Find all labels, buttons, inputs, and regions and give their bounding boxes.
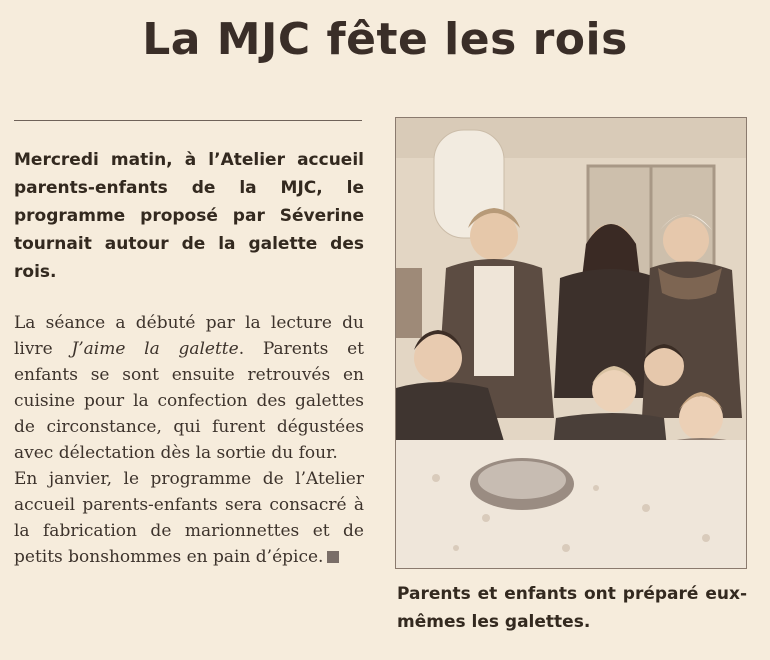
- body-paragraph-1: [14, 310, 364, 466]
- body-paragraph-2: [14, 466, 364, 570]
- body-text-segment: La séance a débuté par la lecture du livre: [14, 313, 364, 359]
- book-title: J’aime la galette: [71, 339, 239, 359]
- lead-paragraph: Mercredi matin, à l’Atelier accueil parents-enfants de la MJC, le programme proposé par Séverine tournait autour de la galette des rois.: [14, 150, 364, 282]
- divider-rule: [14, 120, 362, 121]
- photo-illustration: [396, 118, 746, 568]
- body-text-segment: En janvier, le programme de l’Atelier accueil parents-enfants sera consacré à la fabrication de marionnettes et de petits bonshommes en pain d’épice.: [14, 469, 364, 567]
- article-body: [14, 310, 364, 570]
- body-text-segment: . Parents et enfants se sont ensuite retrouvés en cuisine pour la confection des galettes de circonstance, qui furent dégustées avec délectation dès la sortie du four.: [14, 339, 364, 463]
- photo-caption: Parents et enfants ont préparé eux-mêmes les galettes.: [397, 584, 747, 632]
- article-photo: [395, 117, 747, 569]
- end-mark-icon: [327, 551, 339, 563]
- headline: La MJC fête les rois: [142, 14, 628, 65]
